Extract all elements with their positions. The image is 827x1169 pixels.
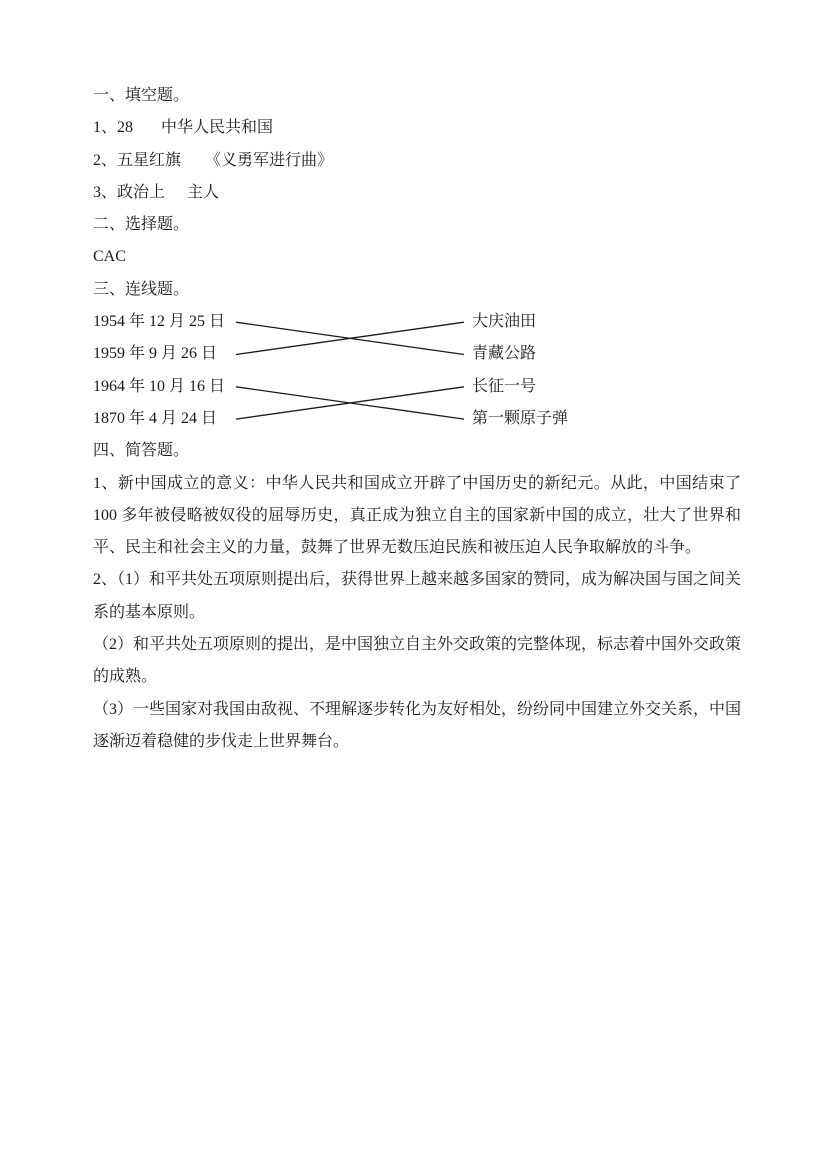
matching-right-label: 第一颗原子弹 [472,409,569,427]
matching-right-label: 青藏公路 [472,345,537,363]
fill-answer: 28 [117,119,134,137]
document-content [93,80,741,758]
section-matching-heading: 三、连线题。 [93,280,190,298]
matching-left-label: 1959 年 9 月 26 日 [93,345,218,363]
matching-row [93,306,741,338]
fill-answer: 政治上 [117,183,166,201]
fill-item-3 [93,177,741,209]
fill-answer: 五星红旗 [117,151,182,169]
fill-answer: 主人 [187,183,220,201]
matching-left-label: 1954 年 12 月 25 日 [93,313,226,331]
section-choice-heading: 二、选择题。 [93,216,190,234]
short-answer-paragraph: 1、新中国成立的意义：中华人民共和国成立开辟了中国历史的新纪元。从此，中国结束了 100 多年被侵略被奴役的屈辱历史，真正成为独立自主的国家新中国的成立，壮大了世界和平、民主和社会主义的力量，鼓舞了世界无数压迫民族和被压迫人民争取解放的斗争。 [93,474,741,557]
short-answer-paragraph: （3）一些国家对我国由敌视、不理解逐步转化为友好相处，纷纷同中国建立外交关系，中国逐渐迈着稳健的步伐走上世界舞台。 [93,700,742,750]
fill-item-1 [93,112,741,144]
matching-area [93,306,741,435]
matching-right-label: 大庆油田 [472,313,537,331]
fill-item-number: 2、 [93,151,118,169]
fill-item-2 [93,145,741,177]
matching-left-label: 1870 年 4 月 24 日 [93,409,218,427]
matching-right-label: 长征一号 [472,377,537,395]
matching-left-label: 1964 年 10 月 16 日 [93,377,226,395]
short-answer-paragraph: 2、（1）和平共处五项原则提出后，获得世界上越来越多国家的赞同，成为解决国与国之间关系的基本原则。 [93,571,742,621]
fill-answer: 中华人民共和国 [161,119,274,137]
fill-answer: 《义勇军进行曲》 [205,151,334,169]
fill-item-number: 1、 [93,119,118,137]
section-fill-in-heading: 一、填空题。 [93,87,190,104]
fill-item-number: 3、 [93,183,118,201]
matching-row [93,371,741,403]
section-short-answer-heading: 四、简答题。 [93,442,190,460]
matching-row [93,338,741,370]
short-answer-paragraph: （2）和平共处五项原则的提出，是中国独立自主外交政策的完整体现，标志着中国外交政策的成熟。 [93,636,742,686]
choice-answer: CAC [93,248,126,266]
matching-row [93,403,741,435]
